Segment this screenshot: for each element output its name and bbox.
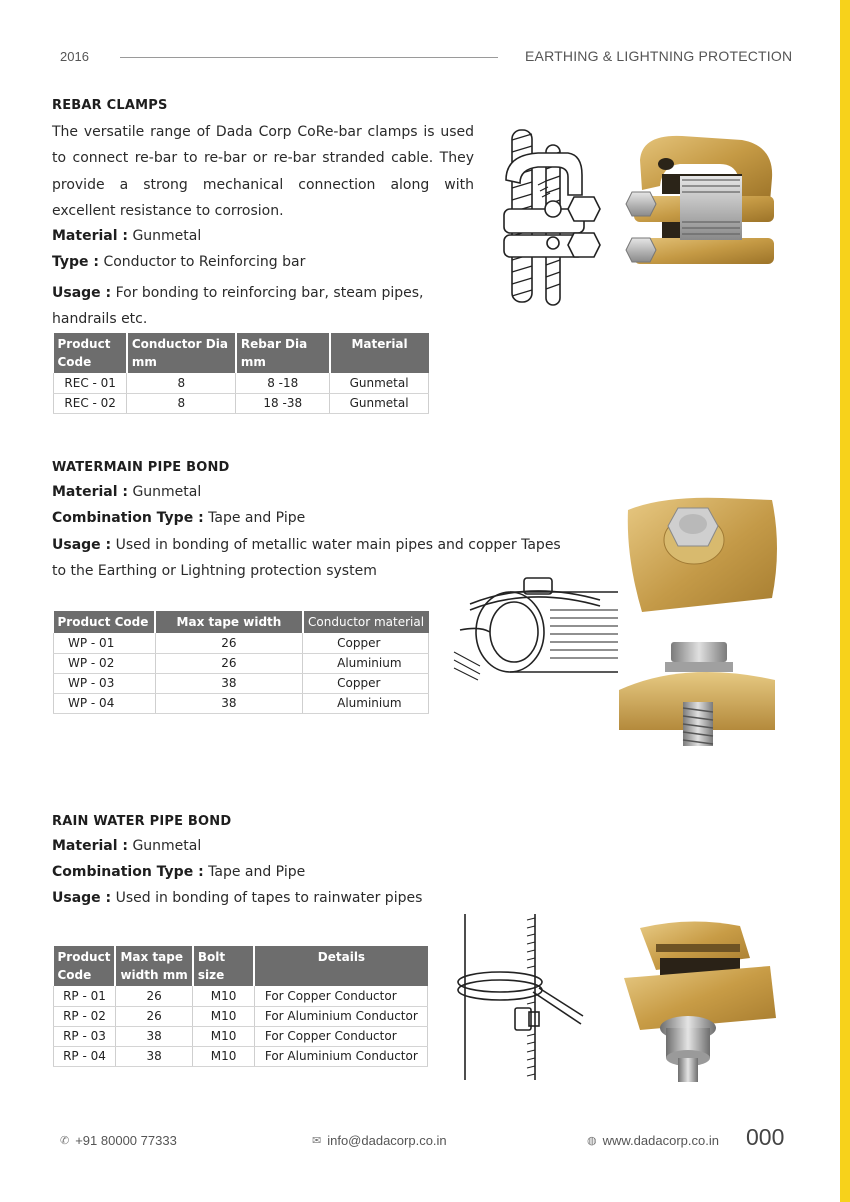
- footer-phone: [60, 1133, 177, 1148]
- rainwater-heading: RAIN WATER PIPE BOND: [52, 814, 232, 829]
- table-cell: 38: [155, 693, 302, 713]
- table-cell: Gunmetal: [330, 393, 429, 413]
- rainwater-bond-photo: [620, 918, 780, 1088]
- watermain-bond-photo: [622, 488, 784, 616]
- header-year: 2016: [60, 49, 89, 64]
- table-cell: 26: [115, 986, 192, 1006]
- rainwater-pipe-drawing: [455, 912, 585, 1082]
- table-row: [54, 1046, 428, 1066]
- col-header: Max tape width: [155, 611, 302, 633]
- footer-email: [312, 1133, 447, 1148]
- rebar-clamp-drawing: [498, 125, 608, 310]
- table-cell: For Aluminium Conductor: [254, 1006, 427, 1026]
- rainwater-spec-table: [53, 946, 428, 1067]
- rainwater-material: Material : Gunmetal: [52, 838, 202, 854]
- col-header: Details: [254, 946, 427, 986]
- table-cell: For Aluminium Conductor: [254, 1046, 427, 1066]
- table-cell: RP - 04: [54, 1046, 116, 1066]
- watermain-material: Material : Gunmetal: [52, 484, 202, 500]
- rebar-heading: REBAR CLAMPS: [52, 98, 168, 113]
- table-header-row: [54, 946, 428, 986]
- table-row: [54, 633, 429, 653]
- table-cell: M10: [193, 1006, 255, 1026]
- table-cell: For Copper Conductor: [254, 1026, 427, 1046]
- col-header: Conductor Dia mm: [127, 333, 236, 373]
- table-cell: RP - 03: [54, 1026, 116, 1046]
- col-header: Product Code: [54, 611, 156, 633]
- table-cell: 38: [155, 673, 302, 693]
- header-title: EARTHING & LIGHTNING PROTECTION: [525, 48, 793, 64]
- table-cell: WP - 02: [54, 653, 156, 673]
- table-cell: 8: [127, 393, 236, 413]
- table-cell: 8 -18: [236, 373, 330, 393]
- table-row: [54, 373, 429, 393]
- col-header: Max tape width mm: [115, 946, 192, 986]
- table-cell: Aluminium: [303, 653, 429, 673]
- col-header: Bolt size: [193, 946, 255, 986]
- table-cell: 26: [155, 653, 302, 673]
- rebar-clamp-photo: [622, 130, 782, 280]
- table-cell: WP - 03: [54, 673, 156, 693]
- table-row: [54, 393, 429, 413]
- table-cell: Copper: [303, 673, 429, 693]
- table-cell: M10: [193, 1046, 255, 1066]
- table-cell: Aluminium: [303, 693, 429, 713]
- table-cell: WP - 04: [54, 693, 156, 713]
- table-cell: RP - 02: [54, 1006, 116, 1026]
- footer-website: [587, 1133, 719, 1148]
- footer-email-text[interactable]: info@dadacorp.co.in: [327, 1133, 447, 1148]
- table-row: [54, 673, 429, 693]
- table-header-row: [54, 333, 429, 373]
- table-cell: M10: [193, 1026, 255, 1046]
- rebar-type: Type : Conductor to Reinforcing bar: [52, 254, 306, 270]
- page-number: 000: [746, 1124, 785, 1150]
- table-cell: REC - 02: [54, 393, 127, 413]
- rainwater-usage: Usage : Used in bonding of tapes to rainwater pipes: [52, 890, 423, 906]
- table-cell: Gunmetal: [330, 373, 429, 393]
- table-cell: Copper: [303, 633, 429, 653]
- mail-icon: ✉: [312, 1135, 322, 1147]
- rainwater-combination: Combination Type : Tape and Pipe: [52, 864, 306, 880]
- watermain-usage: Usage : Used in bonding of metallic water main pipes and copper Tapes to the Earthing or Lightning protection system: [52, 537, 561, 579]
- globe-icon: ◍: [587, 1135, 597, 1147]
- table-row: [54, 1006, 428, 1026]
- table-cell: M10: [193, 986, 255, 1006]
- watermain-bond-side-photo: [615, 640, 783, 750]
- table-cell: RP - 01: [54, 986, 116, 1006]
- table-row: [54, 1026, 428, 1046]
- table-header-row: [54, 611, 429, 633]
- col-header: Conductor material: [303, 611, 429, 633]
- footer-website-text[interactable]: www.dadacorp.co.in: [602, 1133, 719, 1148]
- watermain-pipe-drawing: [450, 570, 620, 700]
- watermain-heading: WATERMAIN PIPE BOND: [52, 460, 230, 475]
- table-cell: WP - 01: [54, 633, 156, 653]
- table-cell: For Copper Conductor: [254, 986, 427, 1006]
- table-row: [54, 653, 429, 673]
- table-cell: REC - 01: [54, 373, 127, 393]
- phone-icon: ✆: [60, 1135, 70, 1147]
- table-cell: 18 -38: [236, 393, 330, 413]
- table-cell: 26: [155, 633, 302, 653]
- accent-edge-bar: [840, 0, 850, 1202]
- footer-phone-text: +91 80000 77333: [75, 1133, 177, 1148]
- col-header: Rebar Dia mm: [236, 333, 330, 373]
- table-cell: 38: [115, 1046, 192, 1066]
- table-row: [54, 986, 428, 1006]
- header-divider: [120, 57, 498, 58]
- table-cell: 26: [115, 1006, 192, 1026]
- col-header: Product Code: [54, 333, 127, 373]
- col-header: Product Code: [54, 946, 116, 986]
- rebar-description: The versatile range of Dada Corp CoRe-bar clamps is used to connect re-bar to re-bar or re-bar stranded cable. They provide a strong mechanical connection along with excellent resistance to corrosion.: [52, 124, 474, 219]
- rebar-spec-table: [53, 333, 429, 414]
- table-cell: 38: [115, 1026, 192, 1046]
- table-cell: 8: [127, 373, 236, 393]
- col-header: Material: [330, 333, 429, 373]
- rebar-usage: Usage : For bonding to reinforcing bar, steam pipes, handrails etc.: [52, 285, 424, 327]
- watermain-combination: Combination Type : Tape and Pipe: [52, 510, 306, 526]
- table-row: [54, 693, 429, 713]
- watermain-spec-table: [53, 611, 429, 714]
- rebar-material: Material : Gunmetal: [52, 228, 202, 244]
